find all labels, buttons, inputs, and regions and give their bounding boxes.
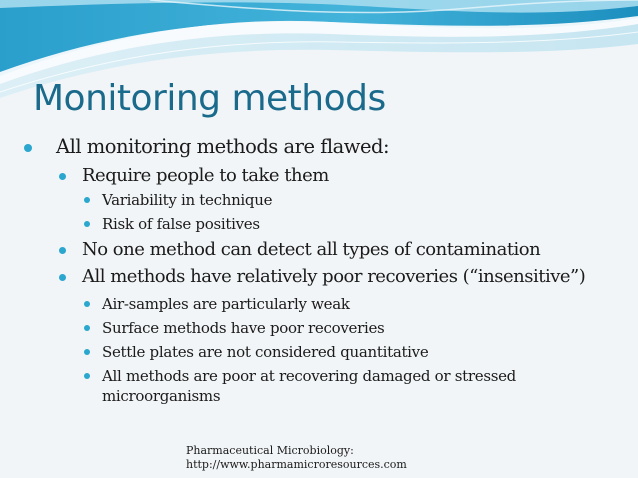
- bullet-list: [20, 135, 585, 411]
- sub-sub-bullet-item: All methods are poor at recovering damaged or stressed microorganisms: [82, 366, 522, 406]
- footer-credit: [186, 444, 407, 472]
- sub-sub-bullet-list: [82, 294, 585, 406]
- sub-sub-bullet-item: Risk of false positives: [82, 214, 585, 234]
- sub-sub-bullet-item: Surface methods have poor recoveries: [82, 318, 585, 338]
- sub-bullet-item: [56, 266, 585, 406]
- footer-line-1: Pharmaceutical Microbiology:: [186, 444, 354, 457]
- sub-bullet-item: [56, 165, 585, 234]
- sub-sub-bullet-item: Settle plates are not considered quantitative: [82, 342, 585, 362]
- slide-title: Monitoring methods: [33, 78, 386, 119]
- sub-bullet-text: All methods have relatively poor recoveries (“insensitive”): [82, 266, 586, 287]
- bullet-text: All monitoring methods are flawed:: [56, 135, 390, 158]
- footer-url: http://www.pharmamicroresources.com: [186, 458, 407, 471]
- sub-bullet-list: [56, 165, 585, 406]
- sub-bullet-text: No one method can detect all types of contamination: [82, 239, 541, 260]
- sub-sub-bullet-list: [82, 190, 585, 234]
- sub-sub-bullet-item: Air-samples are particularly weak: [82, 294, 585, 314]
- sub-sub-bullet-item: Variability in technique: [82, 190, 585, 210]
- sub-bullet-item: [56, 239, 585, 261]
- sub-bullet-text: Require people to take them: [82, 165, 329, 186]
- bullet-item: [20, 135, 585, 406]
